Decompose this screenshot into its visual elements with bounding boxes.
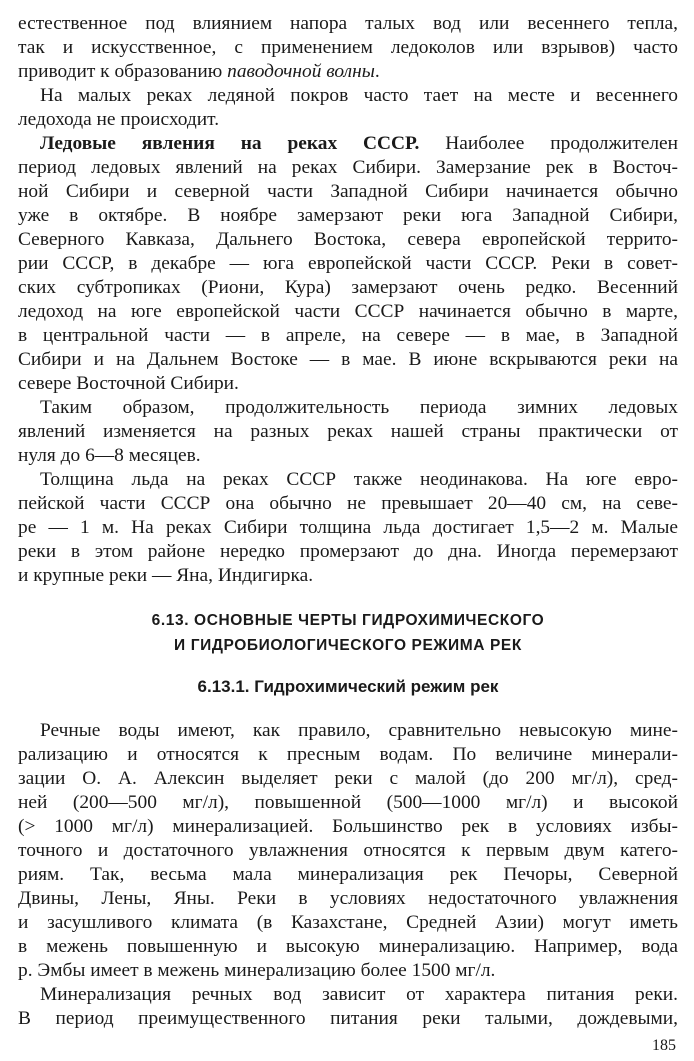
text-line: точного и достаточного увлажнения относятся к первым двум катего- [18, 840, 678, 861]
text-fragment: Наиболее продолжителен [445, 133, 678, 154]
text-line: ских субтропиках (Риони, Кура) замерзают очень редко. Весенний [18, 277, 678, 298]
italic-term: паводочной волны [227, 61, 375, 82]
text-line [18, 60, 678, 84]
text-line: Сибири и на Дальнем Востоке — в мае. В июне вскрываются реки на [18, 349, 678, 370]
text-line: ледоход на юге европейской части СССР начинается обычно в марте, [18, 301, 678, 322]
text-line: и засушливого климата (в Казахстане, Средней Азии) могут иметь [18, 912, 678, 933]
text-line: Толщина льда на реках СССР также неодинакова. На юге евро- [40, 469, 678, 490]
text-line: нуля до 6—8 месяцев. [18, 445, 201, 466]
text-line: зации О. А. Алексин выделяет реки с малой (до 200 мг/л), сред- [18, 768, 678, 789]
text-line: Таким образом, продолжительность периода зимних ледовых [40, 397, 678, 418]
text-line: Речные воды имеют, как правило, сравнительно невысокую мине- [40, 720, 678, 741]
text-line: Минерализация речных вод зависит от характера питания реки. [40, 984, 678, 1005]
text-line: уже в октябре. В ноябре замерзают реки юга Западной Сибири, [18, 205, 678, 226]
text-line: период ледовых явлений на реках Сибири. Замерзание рек в Восточ- [18, 157, 678, 178]
text-line: пейской части СССР она обычно не превышает 20—40 см, на севе- [18, 493, 678, 514]
subsection-heading: 6.13.1. Гидрохимический режим рек [197, 677, 499, 696]
text-line: реки в этом районе нередко промерзают до дна. Иногда перемерзают [18, 541, 678, 562]
section-heading-line-1: 6.13. ОСНОВНЫЕ ЧЕРТЫ ГИДРОХИМИЧЕСКОГО [151, 612, 545, 629]
text-line: (> 1000 мг/л) минерализацией. Большинство рек в условиях избы- [18, 816, 678, 837]
text-line: Северного Кавказа, Дальнего Востока, севера европейской террито- [18, 229, 678, 250]
text-line: и крупные реки — Яна, Индигирка. [18, 565, 314, 586]
text-line: ледохода не происходит. [18, 109, 220, 130]
text-line: так и искусственное, с применением ледоколов или взрывов) часто [18, 37, 678, 58]
text-line: Двины, Лены, Яны. Реки в условиях недостаточного увлажнения [18, 888, 678, 909]
text-fragment: . [374, 61, 380, 82]
text-line: естественное под влиянием напора талых вод или весеннего тепла, [18, 13, 678, 34]
text-line: в межень повышенную и высокую минерализацию. Например, вода [18, 936, 678, 957]
text-fragment: приводит к образованию [18, 61, 228, 82]
text-line: в центральной части — в апреле, на севере — в мае, в Западной [18, 325, 678, 346]
text-line: В период преимущественного питания реки талыми, дождевыми, [18, 1008, 678, 1029]
text-line: явлений изменяется на разных реках нашей страны практически от [18, 421, 678, 442]
text-line: севере Восточной Сибири. [18, 373, 239, 394]
text-line: ней (200—500 мг/л), повышенной (500—1000 мг/л) и высокой [18, 792, 678, 813]
section-heading-line-2: И ГИДРОБИОЛОГИЧЕСКОГО РЕЖИМА РЕК [174, 637, 522, 654]
text-line: рализацию и относятся к пресным водам. По величине минерали- [18, 744, 678, 765]
text-line [18, 132, 678, 156]
text-line: ной Сибири и северной части Западной Сибири начинается обычно [18, 181, 678, 202]
page-number: 185 [652, 1037, 676, 1054]
text-line: рии СССР, в декабре — юга европейской части СССР. Реки в совет- [18, 253, 678, 274]
bold-lead: Ледовые явления на реках СССР. [40, 133, 420, 154]
text-line: На малых реках ледяной покров часто тает на месте и весеннего [40, 85, 678, 106]
text-line: р. Эмбы имеет в межень минерализацию более 1500 мг/л. [18, 960, 496, 981]
text-line: риям. Так, весьма мала минерализация рек Печоры, Северной [18, 864, 678, 885]
text-line: ре — 1 м. На реках Сибири толщина льда достигает 1,5—2 м. Малые [18, 517, 678, 538]
